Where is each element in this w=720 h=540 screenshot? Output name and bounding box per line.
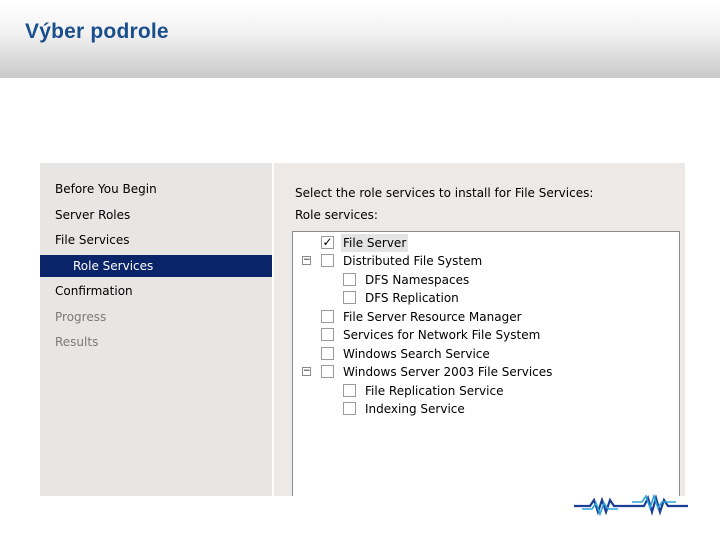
nfs-services-checkbox[interactable] [321, 328, 334, 341]
step-progress: Progress [55, 310, 107, 324]
dfs-namespaces-checkbox[interactable] [343, 273, 356, 286]
role-services-list[interactable] [292, 231, 680, 496]
add-role-services-dialog [40, 163, 685, 496]
step-file-services[interactable]: File Services [55, 233, 130, 247]
role-service-label: Windows Search Service [343, 347, 490, 361]
file-replication-service-checkbox[interactable] [343, 384, 356, 397]
logo-wave-line [574, 498, 688, 512]
role-service-label: File Server Resource Manager [343, 310, 522, 324]
dfs-replication-checkbox[interactable] [343, 291, 356, 304]
step-results: Results [55, 335, 99, 349]
role-service-row[interactable] [293, 400, 679, 418]
role-service-label: File Server [343, 236, 407, 250]
role-services-pane [274, 163, 685, 496]
instruction-text: Select the role services to install for File Services: [295, 186, 594, 200]
distributed-file-system-checkbox[interactable] [321, 254, 334, 267]
role-service-label: File Replication Service [365, 384, 504, 398]
checkmark-icon: ✓ [322, 235, 333, 249]
role-service-row[interactable] [293, 382, 679, 400]
slide-title: Výber podrole [25, 20, 169, 43]
role-service-row[interactable] [293, 345, 679, 363]
step-role-services[interactable]: Role Services [40, 255, 272, 277]
minus-expander-icon[interactable]: − [303, 255, 311, 265]
role-service-label: DFS Namespaces [365, 273, 470, 287]
role-service-label: Indexing Service [365, 402, 465, 416]
role-service-row[interactable] [293, 363, 679, 381]
minus-expander-icon[interactable]: − [303, 366, 311, 376]
step-server-roles[interactable]: Server Roles [55, 208, 131, 222]
windows-search-service-checkbox[interactable] [321, 347, 334, 360]
role-service-row[interactable] [293, 234, 679, 252]
step-before-you-begin[interactable]: Before You Begin [55, 182, 157, 196]
wave-logo [572, 494, 690, 516]
file-server-checkbox[interactable] [321, 236, 334, 249]
indexing-service-checkbox[interactable] [343, 402, 356, 415]
role-service-row[interactable] [293, 289, 679, 307]
role-service-row[interactable] [293, 252, 679, 270]
step-confirmation[interactable]: Confirmation [55, 284, 133, 298]
role-service-row[interactable] [293, 271, 679, 289]
role-service-label: Windows Server 2003 File Services [343, 365, 553, 379]
role-service-label: DFS Replication [365, 291, 459, 305]
wizard-steps-pane [40, 163, 274, 496]
role-services-label: Role services: [295, 208, 378, 222]
role-service-label: Services for Network File System [343, 328, 541, 342]
role-service-row[interactable] [293, 326, 679, 344]
role-service-label: Distributed File System [343, 254, 483, 268]
role-service-row[interactable] [293, 308, 679, 326]
ws2003-file-services-checkbox[interactable] [321, 365, 334, 378]
file-server-resource-manager-checkbox[interactable] [321, 310, 334, 323]
